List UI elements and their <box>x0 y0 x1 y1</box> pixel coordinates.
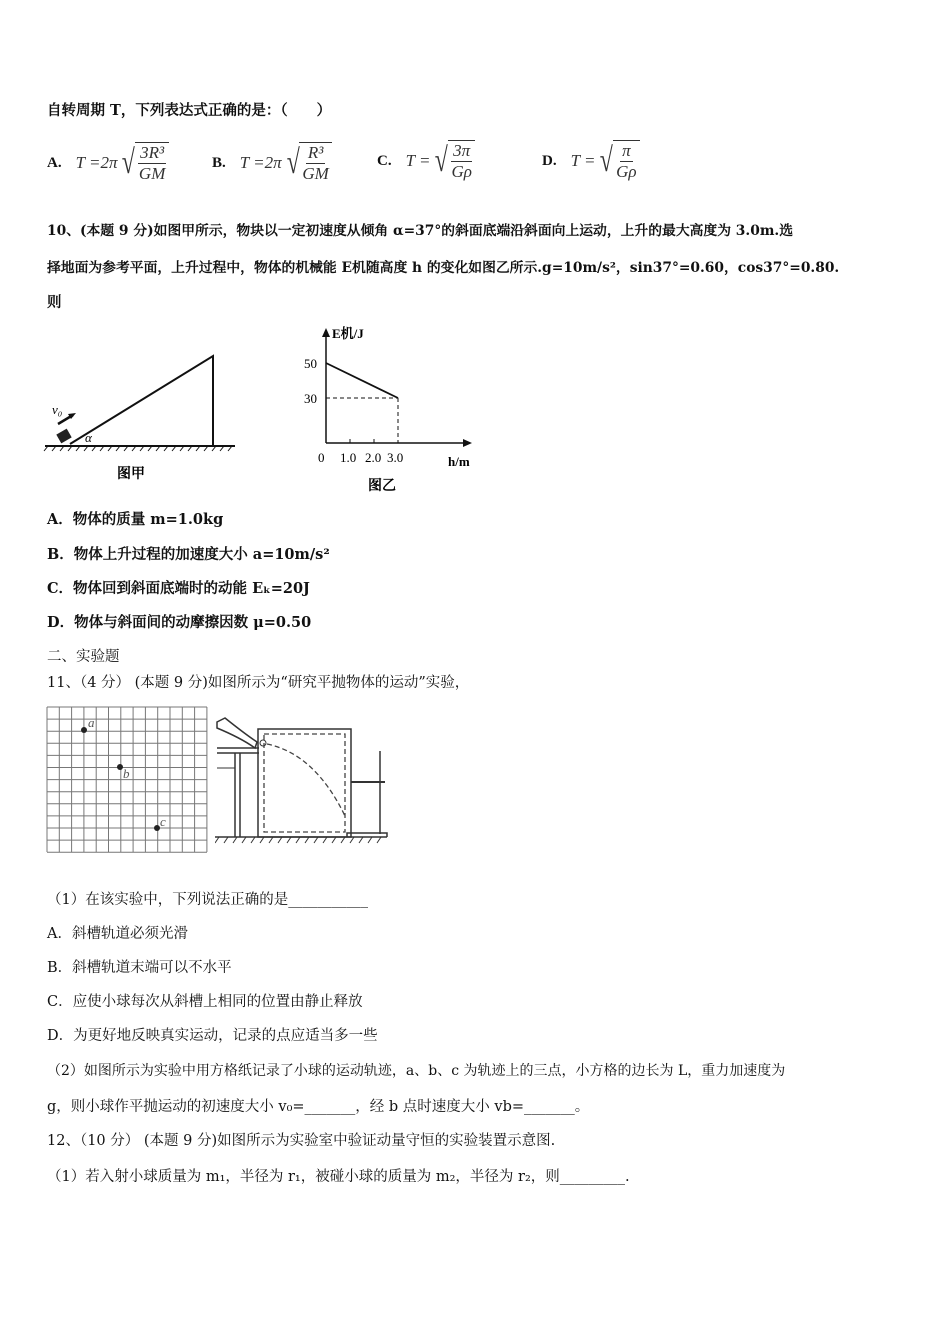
q11-option-a[interactable]: A．斜槽轨道必须光滑 <box>47 926 188 942</box>
ground-hatch <box>377 837 381 843</box>
ground-hatch <box>233 837 237 843</box>
sqrt-icon: √ $\frac{\text{3R³}}{GM}$ <box>119 142 169 184</box>
energy-line <box>326 363 398 398</box>
ground-hatch <box>287 837 291 843</box>
option-label: D. <box>542 152 557 169</box>
y-axis-label: E机/J <box>332 326 364 341</box>
ball <box>260 740 266 746</box>
numerator: 3π <box>453 141 471 160</box>
ground-hatch <box>224 837 228 843</box>
formula-lhs: T =2π <box>75 153 118 172</box>
point-a <box>81 727 87 733</box>
q9-option-d[interactable] <box>542 140 640 182</box>
denominator: Gρ <box>616 162 637 181</box>
ground-hatch <box>323 837 327 843</box>
x-arrow-icon <box>463 439 472 447</box>
q10-option-c[interactable]: C．物体回到斜面底端时的动能 Eₖ=20J <box>47 580 310 597</box>
figure-apparatus <box>215 706 390 846</box>
q11-option-c[interactable]: C．应使小球每次从斜槽上相同的位置由静止释放 <box>47 994 363 1010</box>
ground-hatch <box>215 837 219 843</box>
q11-sub2-line1: （2）如图所示为实验中用方格纸记录了小球的运动轨迹，a、b、c 为轨迹上的三点，小方格的边长为 L，重力加速度为 <box>47 1063 786 1079</box>
option-label: A. <box>47 154 62 171</box>
figure-b-caption: 图乙 <box>368 479 396 494</box>
x-tick: 3.0 <box>387 450 404 465</box>
sqrt-icon: √ $\frac{\text{R³}}{GM}$ <box>284 142 332 184</box>
q10-line2: 择地面为参考平面，上升过程中，物体的机械能 E机随高度 h 的变化如图乙所示.g=10m/s²，sin37°=0.60，cos37°=0.80. <box>47 260 840 276</box>
ground-hatch <box>251 837 255 843</box>
option-label: B. <box>212 154 226 171</box>
formula-lhs: T =2π <box>239 153 282 172</box>
y-tick: 30 <box>304 391 317 406</box>
ground-hatch <box>278 837 282 843</box>
q9-option-a[interactable] <box>47 142 169 184</box>
x-axis-label: h/m <box>448 454 470 469</box>
section-heading: 二、实验题 <box>47 649 120 665</box>
label-c: c <box>160 814 166 829</box>
y-arrow-icon <box>322 328 330 337</box>
denominator: GM <box>302 164 329 183</box>
board <box>258 729 351 837</box>
option-label: C. <box>377 152 392 169</box>
figure-grid-trajectory <box>46 706 208 856</box>
q11-option-d[interactable]: D．为更好地反映真实运动，记录的点应适当多一些 <box>47 1028 378 1044</box>
q11-sub1: （1）在该实验中，下列说法正确的是___________ <box>47 892 368 908</box>
v0-label: v₀ <box>52 402 63 417</box>
label-b: b <box>123 766 130 781</box>
x-tick: 1.0 <box>340 450 357 465</box>
ground-hatch <box>260 837 264 843</box>
sqrt-icon: √ $\frac{3\pi}{G\rho}$ <box>432 140 475 182</box>
denominator: Gρ <box>451 162 472 181</box>
denominator: GM <box>138 164 166 183</box>
x-tick: 2.0 <box>365 450 382 465</box>
trajectory <box>267 744 345 816</box>
figure-a-caption: 图甲 <box>117 467 145 482</box>
q10-line1: 10、(本题 9 分)如图甲所示，物块以一定初速度从倾角 α=37°的斜面底端沿斜面向上运动，上升的最大高度为 3.0m.选 <box>47 223 794 239</box>
chute <box>217 718 257 748</box>
ground-hatch <box>350 837 354 843</box>
ground-hatch <box>242 837 246 843</box>
q10-option-d[interactable]: D．物体与斜面间的动摩擦因数 μ=0.50 <box>47 614 312 631</box>
q11-stem: 11、（4 分） (本题 9 分)如图所示为“研究平抛物体的运动”实验， <box>47 675 470 691</box>
ground-hatch <box>341 837 345 843</box>
ground-hatch <box>296 837 300 843</box>
ground-hatch <box>305 837 309 843</box>
figure-energy-graph <box>290 320 490 495</box>
formula-lhs: T = <box>405 151 431 170</box>
q12-stem: 12、（10 分） (本题 9 分)如图所示为实验室中验证动量守恒的实验装置示意图. <box>47 1133 556 1149</box>
numerator: R³ <box>307 143 324 162</box>
sqrt-icon: √ $\frac{\pi}{G\rho}$ <box>597 140 639 182</box>
figure-incline <box>40 320 240 490</box>
alpha-label: α <box>85 430 92 445</box>
q10-option-a[interactable]: A．物体的质量 m=1.0kg <box>47 511 224 528</box>
q10-line3: 则 <box>47 294 62 311</box>
q9-option-b[interactable] <box>212 142 332 184</box>
q9-stem: 自转周期 T，下列表达式正确的是：（ ） <box>47 102 332 119</box>
numerator: 3R³ <box>140 143 165 162</box>
ground-hatch <box>314 837 318 843</box>
ground-hatch <box>269 837 273 843</box>
ground-hatch <box>368 837 372 843</box>
x-tick: 0 <box>318 450 325 465</box>
q11-option-b[interactable]: B．斜槽轨道末端可以不水平 <box>47 960 232 976</box>
formula-lhs: T = <box>570 151 596 170</box>
q10-option-b[interactable]: B．物体上升过程的加速度大小 a=10m/s² <box>47 546 330 563</box>
q12-sub1: （1）若入射小球质量为 m₁，半径为 r₁，被碰小球的质量为 m₂，半径为 r₂，则_________. <box>47 1169 630 1185</box>
block <box>56 429 71 444</box>
y-tick: 50 <box>304 356 317 371</box>
q9-option-c[interactable] <box>377 140 475 182</box>
q11-sub2-line2: g，则小球作平抛运动的初速度大小 v₀=_______，经 b 点时速度大小 vb=_______。 <box>47 1099 590 1115</box>
label-a: a <box>88 715 95 730</box>
ground-hatch <box>359 837 363 843</box>
ground-hatch <box>332 837 336 843</box>
numerator: π <box>622 141 631 160</box>
